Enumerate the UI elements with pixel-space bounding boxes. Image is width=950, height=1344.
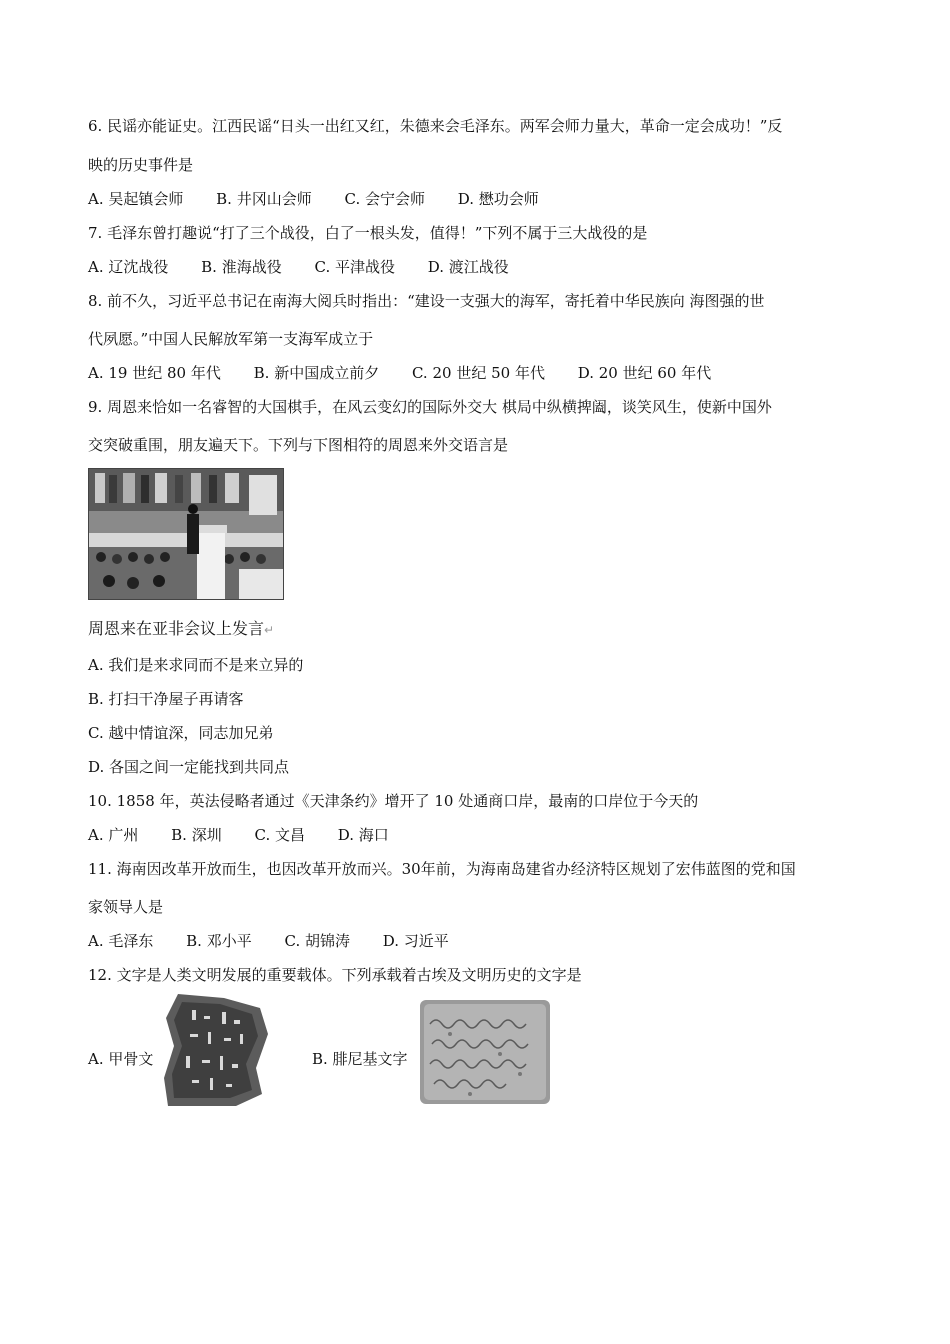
q10-stem: 10. 1858 年，英法侵略者通过《天津条约》增开了 10 处通商口岸，最南的口岸位于今天的 — [88, 792, 699, 810]
q8-option-d[interactable]: D. 20 世纪 60 年代 — [577, 364, 712, 382]
oracle-bone-illustration — [164, 994, 274, 1106]
q6-options — [88, 189, 567, 209]
q8-stem-line2: 代夙愿。”中国人民解放军第一支海军成立于 — [88, 330, 374, 348]
return-mark: ↵ — [264, 623, 275, 637]
bandung-conference-photo — [88, 468, 284, 600]
q10-option-a[interactable]: A. 广州 — [88, 826, 139, 844]
q9-option-c[interactable]: C. 越中情谊深，同志加兄弟 — [88, 724, 274, 742]
q12-option-b[interactable]: B. 腓尼基文字 — [312, 1050, 408, 1068]
phoenician-tablet-illustration — [420, 1000, 550, 1104]
q11-option-b[interactable]: B. 邓小平 — [186, 932, 252, 950]
q7-stem: 7. 毛泽东曾打趣说“打了三个战役，白了一根头发，值得！”下列不属于三大战役的是 — [88, 224, 648, 242]
q6-stem-line2: 映的历史事件是 — [88, 156, 194, 174]
q8-options — [88, 363, 739, 383]
q8-option-c[interactable]: C. 20 世纪 50 年代 — [411, 364, 545, 382]
q6-option-a[interactable]: A. 吴起镇会师 — [88, 190, 184, 208]
caption-text: 周恩来在亚非会议上发言 — [88, 619, 265, 638]
q6-stem-line1: 6. 民谣亦能证史。江西民谣“日头一出红又红，朱德来会毛泽东。两军会师力量大，革命一定会成功！”反 — [88, 117, 783, 135]
photo-caption — [88, 616, 274, 639]
q11-options — [88, 931, 477, 951]
q8-stem-line1: 8. 前不久，习近平总书记在南海大阅兵时指出：“建设一支强大的海军，寄托着中华民族向 海图强的世 — [88, 292, 765, 310]
q9-option-b[interactable]: B. 打扫干净屋子再请客 — [88, 690, 244, 708]
q8-option-a[interactable]: A. 19 世纪 80 年代 — [88, 364, 221, 382]
oracle-bone-image — [164, 994, 274, 1106]
q10-option-c[interactable]: C. 文昌 — [254, 826, 305, 844]
q6-option-c[interactable]: C. 会宁会师 — [344, 190, 425, 208]
q7-option-b[interactable]: B. 淮海战役 — [201, 258, 282, 276]
q10-options — [88, 825, 417, 845]
q11-stem-line2: 家领导人是 — [88, 898, 164, 916]
q7-options — [88, 257, 537, 277]
photo-illustration — [89, 469, 283, 599]
q11-stem-line1: 11. 海南因改革开放而生，也因改革开放而兴。30年前，为海南岛建省办经济特区规划了宏伟蓝图的党和国 — [88, 860, 796, 878]
q10-option-d[interactable]: D. 海口 — [337, 826, 389, 844]
q7-option-c[interactable]: C. 平津战役 — [314, 258, 395, 276]
q9-option-d[interactable]: D. 各国之间一定能找到共同点 — [88, 758, 290, 776]
q10-option-b[interactable]: B. 深圳 — [171, 826, 222, 844]
q7-option-d[interactable]: D. 渡江战役 — [427, 258, 509, 276]
q8-option-b[interactable]: B. 新中国成立前夕 — [253, 364, 380, 382]
q6-option-d[interactable]: D. 懋功会师 — [457, 190, 539, 208]
q11-option-c[interactable]: C. 胡锦涛 — [284, 932, 350, 950]
q6-option-b[interactable]: B. 井冈山会师 — [216, 190, 312, 208]
q9-option-a[interactable]: A. 我们是来求同而不是来立异的 — [88, 656, 304, 674]
q7-option-a[interactable]: A. 辽沈战役 — [88, 258, 169, 276]
phoenician-script-image — [420, 1000, 550, 1104]
q9-stem-line1: 9. 周恩来恰如一名睿智的大国棋手，在风云变幻的国际外交大 棋局中纵横捭阖，谈笑风生，使新中国外 — [88, 398, 772, 416]
q11-option-d[interactable]: D. 习近平 — [382, 932, 449, 950]
q12-option-a[interactable]: A. 甲骨文 — [88, 1050, 154, 1068]
q11-option-a[interactable]: A. 毛泽东 — [88, 932, 154, 950]
q12-stem: 12. 文字是人类文明发展的重要载体。下列承载着古埃及文明历史的文字是 — [88, 966, 582, 984]
q9-stem-line2: 交突破重围，朋友遍天下。下列与下图相符的周恩来外交语言是 — [88, 436, 509, 454]
